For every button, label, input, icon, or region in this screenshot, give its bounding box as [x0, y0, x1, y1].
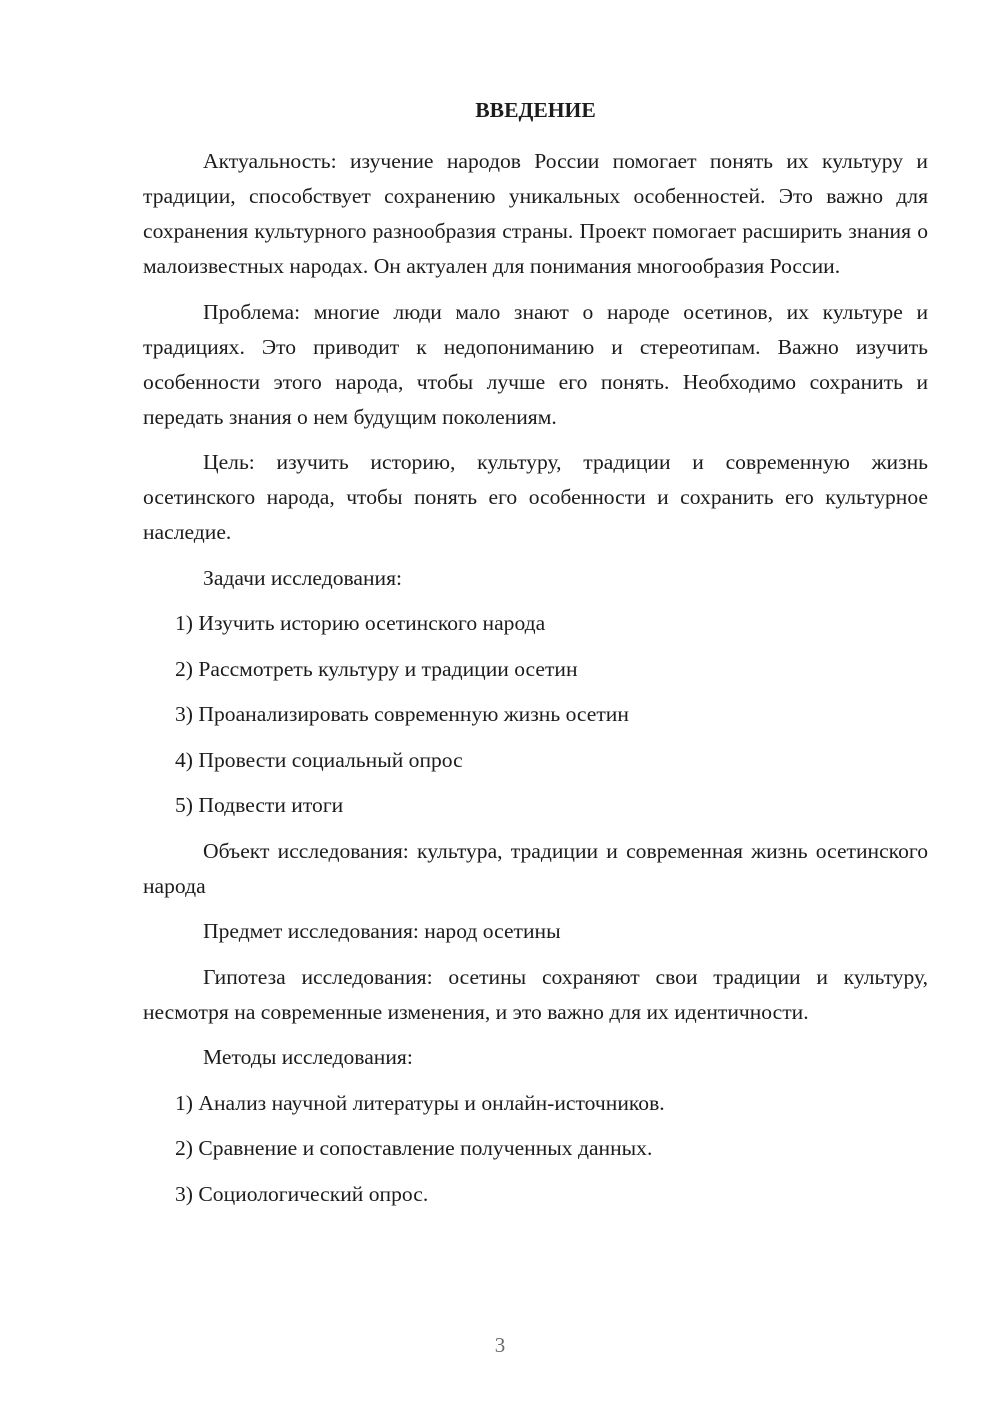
task-item: 4) Провести социальный опрос [175, 747, 463, 772]
goal-paragraph: Цель: изучить историю, культуру, традиции и современную жизнь осетинского народа, чтобы понять его особенности и сохранить его культурное наследие. [143, 450, 928, 544]
method-item: 3) Социологический опрос. [175, 1181, 429, 1206]
task-item: 2) Рассмотреть культуру и традиции осетин [175, 656, 578, 681]
problem-paragraph: Проблема: многие люди мало знают о народе осетинов, их культуре и традициях. Это приводит к недопониманию и стереотипам. Важно изучить особенности этого народа, чтобы лучше его понять. Необходимо сохранить и передать знания о нем будущим поколениям. [143, 299, 928, 429]
hypothesis-paragraph: Гипотеза исследования: осетины сохраняют свои традиции и культуру, несмотря на современные изменения, и это важно для их идентичности. [143, 964, 928, 1024]
methods-heading: Методы исследования: [203, 1045, 413, 1069]
tasks-list [143, 606, 928, 823]
object-paragraph: Объект исследования: культура, традиции и современная жизнь осетинского народа [143, 838, 928, 898]
page-title: ВВЕДЕНИЕ [475, 98, 596, 122]
task-item: 1) Изучить историю осетинского народа [175, 611, 546, 635]
method-item: 2) Сравнение и сопоставление полученных данных. [175, 1136, 653, 1160]
page-number: 3 [494, 1333, 506, 1357]
tasks-heading: Задачи исследования: [203, 565, 403, 590]
method-item: 1) Анализ научной литературы и онлайн-источников. [175, 1090, 665, 1115]
relevance-paragraph: Актуальность: изучение народов России помогает понять их культуру и традиции, способствует сохранению уникальных особенностей. Это важно для сохранения культурного разнообразия страны. Проект помогает расширить знания о малоизвестных народах. Он актуален для понимания многообразия России. [143, 149, 928, 278]
page-content [143, 92, 928, 1222]
task-item: 5) Подвести итоги [175, 793, 344, 817]
methods-list [143, 1086, 928, 1212]
subject-paragraph: Предмет исследования: народ осетины [203, 919, 561, 943]
task-item: 3) Проанализировать современную жизнь осетин [175, 702, 629, 726]
